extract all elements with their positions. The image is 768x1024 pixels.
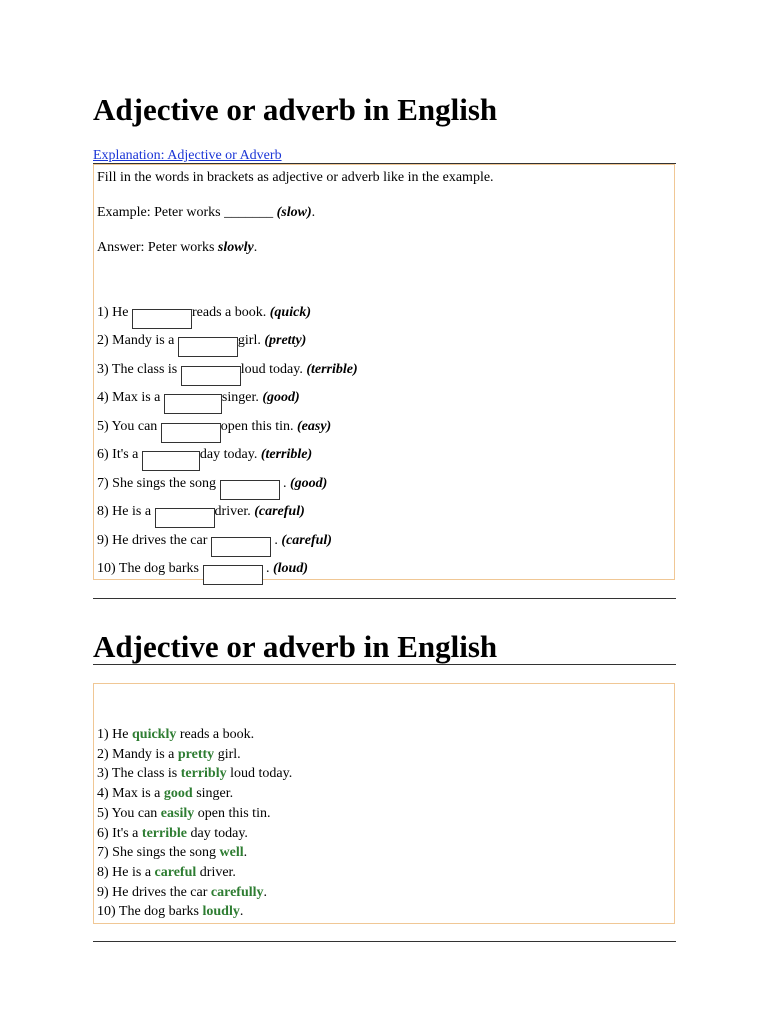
solution-text-after: . xyxy=(263,885,268,900)
answer-input-2[interactable] xyxy=(178,337,238,357)
solutions-title: Adjective or adverb in English xyxy=(93,629,498,664)
solution-text-before: 6) It's a xyxy=(97,826,142,841)
item-text-before: 2) Mandy is a xyxy=(97,333,178,348)
solution-word: easily xyxy=(160,806,195,821)
item-hint: (quick) xyxy=(269,305,311,320)
exercise-item xyxy=(97,503,305,528)
answer-input-10[interactable] xyxy=(203,565,263,585)
item-text-before: 6) It's a xyxy=(97,447,142,462)
answer-word: slowly xyxy=(217,240,254,255)
item-text-before: 4) Max is a xyxy=(97,390,164,405)
solution-text-after: singer. xyxy=(192,786,234,801)
solution-text-before: 4) Max is a xyxy=(97,786,164,801)
solution-text-after: driver. xyxy=(196,865,236,880)
solution-item xyxy=(97,864,236,882)
exercise-item xyxy=(97,361,358,386)
exercise-box xyxy=(93,164,675,580)
solution-word: good xyxy=(163,786,193,801)
exercise-item xyxy=(97,532,332,557)
item-hint: (easy) xyxy=(297,419,332,434)
solution-text-after: girl. xyxy=(214,747,241,762)
solution-text-before: 5) You can xyxy=(97,806,161,821)
solution-text-after: day today. xyxy=(187,826,248,841)
item-text-after: loud today. xyxy=(240,362,307,377)
exercise-item xyxy=(97,418,331,443)
exercise-item xyxy=(97,560,308,585)
item-hint: (loud) xyxy=(273,561,308,576)
solution-word: pretty xyxy=(177,747,215,762)
section-divider xyxy=(93,941,676,942)
solution-text-before: 2) Mandy is a xyxy=(97,747,178,762)
solution-item xyxy=(97,726,254,744)
solution-word: carefully xyxy=(210,885,264,900)
answer-input-3[interactable] xyxy=(181,366,241,386)
item-hint: (careful) xyxy=(281,533,332,548)
answer-input-6[interactable] xyxy=(142,451,200,471)
solution-text-before: 9) He drives the car xyxy=(97,885,211,900)
example-text: Example: Peter works _______ xyxy=(97,205,277,220)
item-text-after: . xyxy=(262,561,273,576)
item-hint: (terrible) xyxy=(306,362,358,377)
section-divider xyxy=(93,598,676,599)
solution-word: terrible xyxy=(141,826,187,841)
title-divider xyxy=(93,664,676,665)
example-answer-line xyxy=(97,239,257,257)
item-text-before: 9) He drives the car xyxy=(97,533,211,548)
example-line xyxy=(97,204,315,222)
item-hint: (terrible) xyxy=(260,447,313,462)
item-text-before: 1) He xyxy=(97,305,132,320)
item-text-after: singer. xyxy=(221,390,263,405)
answer-text: Answer: Peter works xyxy=(97,240,218,255)
solution-text-before: 10) The dog barks xyxy=(97,904,203,919)
item-text-before: 5) You can xyxy=(97,419,161,434)
solution-word: well xyxy=(219,845,244,860)
item-text-after: girl. xyxy=(237,333,265,348)
answer-period: . xyxy=(253,240,258,255)
item-hint: (pretty) xyxy=(264,333,307,348)
solution-text-before: 7) She sings the song xyxy=(97,845,220,860)
page-title: Adjective or adverb in English xyxy=(93,92,498,127)
solution-text-after: . xyxy=(239,904,244,919)
explanation-link[interactable]: Explanation: Adjective or Adverb xyxy=(93,148,282,163)
solution-item xyxy=(97,765,292,783)
solutions-box xyxy=(93,683,675,924)
solution-word: quickly xyxy=(132,727,177,742)
solution-item xyxy=(97,903,243,921)
exercise-item xyxy=(97,389,300,414)
solution-item xyxy=(97,746,241,764)
example-period: . xyxy=(311,205,316,220)
exercise-item xyxy=(97,446,312,471)
exercise-item xyxy=(97,475,327,500)
exercise-item xyxy=(97,332,306,357)
solution-item xyxy=(97,785,233,803)
example-hint: (slow) xyxy=(276,205,312,220)
solution-text-after: loud today. xyxy=(226,766,293,781)
item-text-before: 3) The class is xyxy=(97,362,181,377)
solution-text-before: 8) He is a xyxy=(97,865,155,880)
solution-item xyxy=(97,884,267,902)
item-hint: (careful) xyxy=(254,504,305,519)
item-text-before: 10) The dog barks xyxy=(97,561,203,576)
item-text-before: 7) She sings the song xyxy=(97,476,220,491)
solution-text-after: . xyxy=(243,845,248,860)
item-text-after: open this tin. xyxy=(220,419,298,434)
solution-word: careful xyxy=(154,865,197,880)
item-hint: (good) xyxy=(262,390,300,405)
answer-input-8[interactable] xyxy=(155,508,215,528)
item-hint: (good) xyxy=(290,476,328,491)
item-text-after: . xyxy=(270,533,282,548)
solution-item xyxy=(97,825,248,843)
answer-input-7[interactable] xyxy=(220,480,280,500)
solution-item xyxy=(97,805,270,823)
answer-input-9[interactable] xyxy=(211,537,271,557)
solution-text-before: 1) He xyxy=(97,727,132,742)
solution-word: loudly xyxy=(202,904,240,919)
answer-input-1[interactable] xyxy=(132,309,192,329)
solution-item xyxy=(97,844,247,862)
item-text-before: 8) He is a xyxy=(97,504,155,519)
answer-input-5[interactable] xyxy=(161,423,221,443)
exercise-item xyxy=(97,304,311,329)
item-text-after: reads a book. xyxy=(192,305,270,320)
item-text-after: driver. xyxy=(214,504,255,519)
item-text-after: day today. xyxy=(199,447,261,462)
solution-text-after: open this tin. xyxy=(194,806,271,821)
solution-text-before: 3) The class is xyxy=(97,766,181,781)
instruction-text: Fill in the words in brackets as adjective or adverb like in the example. xyxy=(97,170,494,185)
answer-input-4[interactable] xyxy=(164,394,222,414)
solution-text-after: reads a book. xyxy=(176,727,255,742)
solution-word: terribly xyxy=(180,766,227,781)
item-text-after: . xyxy=(279,476,290,491)
